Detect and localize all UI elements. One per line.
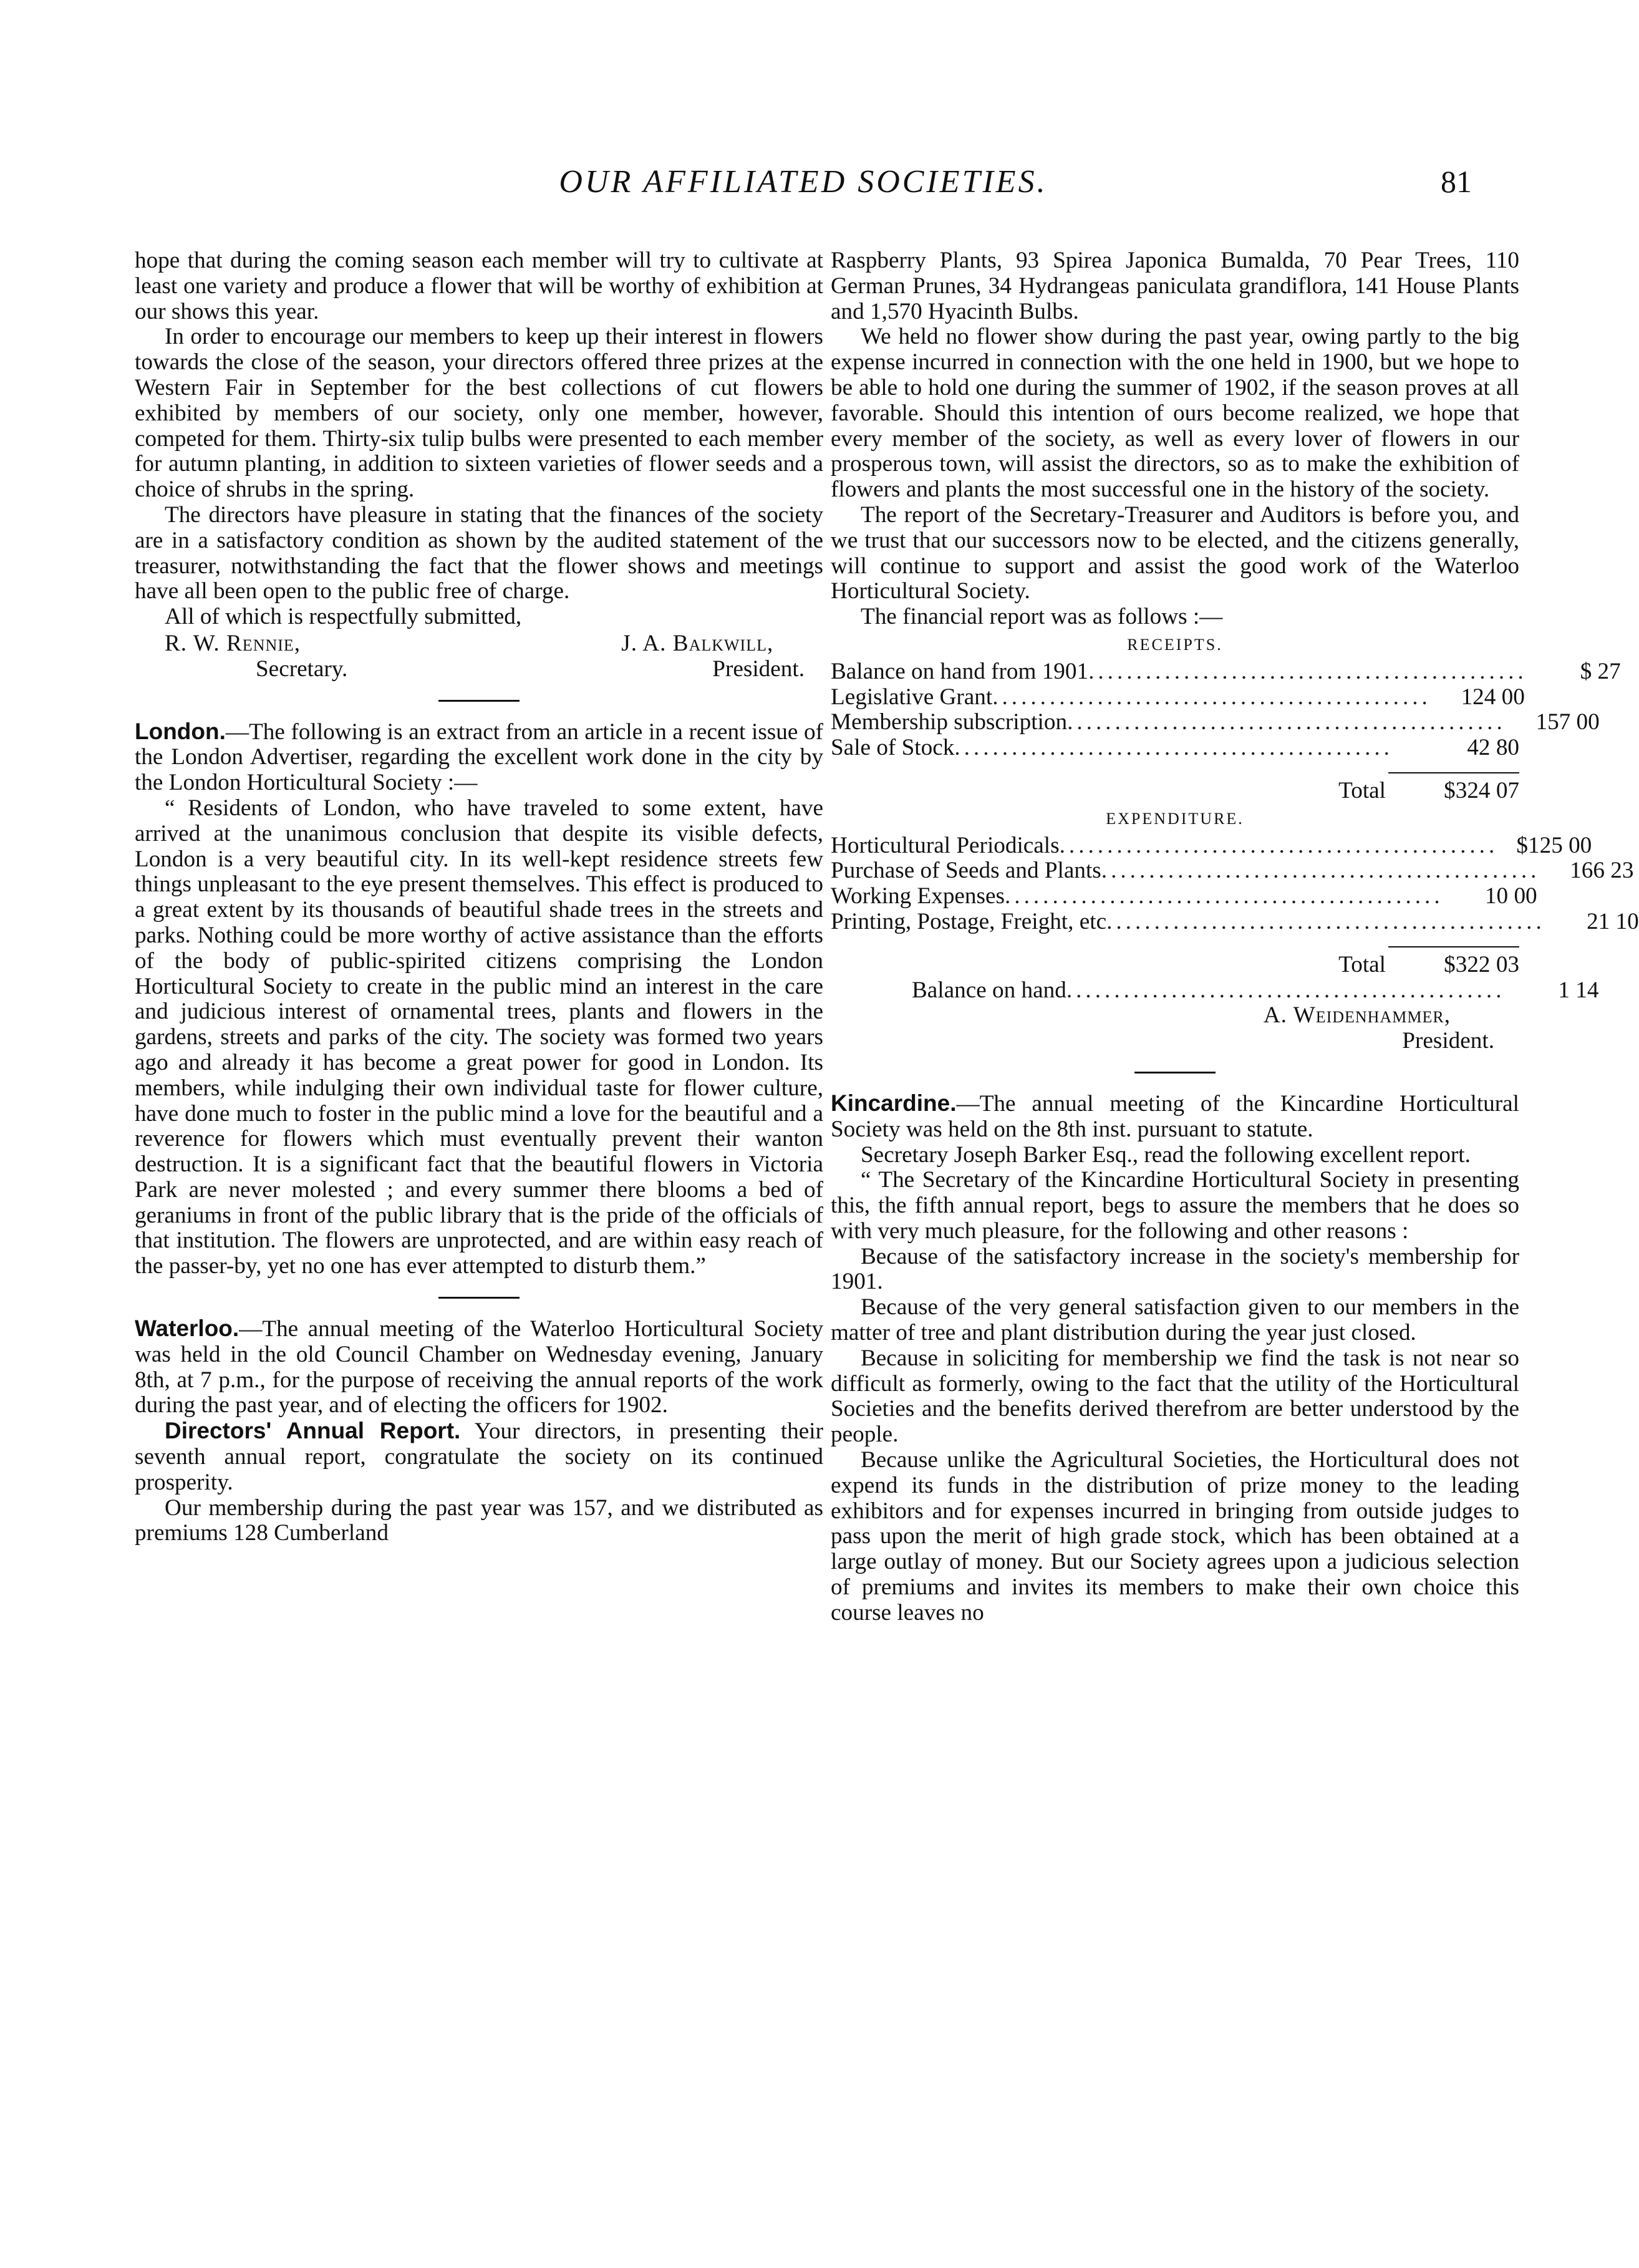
total-amount: $324 07: [1444, 777, 1519, 803]
ledger-row: [831, 832, 1592, 859]
expenditure-heading: EXPENDITURE.: [1106, 809, 1244, 828]
paragraph: We held no flower show during the past year, owing partly to the big expense incurred in connection with the one held in 1900, but we hope to be able to hold one during the summer of 1902, if the season proves at all favorable. Should this intention of ours become realized, we hope that every member of the society, as well as every lover of flowers in our prosperous town, will assist the directors, so as to make the exhibition of flowers and plants the most successful one in the history of the society.: [831, 324, 1519, 503]
receipts-total-row: [831, 778, 1519, 804]
ledger-amount: 42 80: [1467, 735, 1519, 761]
running-head: [0, 163, 1607, 207]
receipts-table: [831, 658, 1621, 804]
leader-dots: ..............................................: [992, 684, 1431, 710]
leader-dots: ..............................................: [1088, 658, 1527, 684]
paragraph: In order to encourage our members to keep up their interest in flowers towards the close of the season, your directors offered three prizes at the Western Fair in September for the best collections of cut flowers exhibited by members of our society, only one member, however, competed for them. Thirty-six tulip bulbs were presented to each member for autumn planting, in addition to sixteen varieties of flower seeds and a choice of shrubs in the spring.: [135, 324, 823, 503]
leader-dots: ..............................................: [1066, 977, 1506, 1003]
kincardine-paragraph: [831, 1091, 1519, 1143]
subheading-directors-report: Directors' Annual Report.: [165, 1418, 461, 1444]
ledger-amount: 124 00: [1461, 684, 1525, 710]
secretary-role: Secretary.: [256, 656, 348, 682]
ledger-label: Sale of Stock: [831, 735, 955, 761]
section-lead-london: London.: [135, 718, 226, 744]
ledger-amount: 1 14: [1558, 977, 1599, 1003]
ledger-label: Printing, Postage, Freight, etc: [831, 908, 1107, 934]
balance-row: [831, 977, 1599, 1004]
receipts-heading: RECEIPTS.: [1127, 635, 1223, 654]
paragraph: The report of the Secretary-Treasurer and Auditors is before you, and we trust that our successors now to be elected, and the citizens generally, will continue to support and assist the good work of the Waterloo Horticultural Society.: [831, 502, 1519, 604]
secretary-signature: [165, 631, 347, 682]
leader-dots: ..............................................: [954, 735, 1393, 761]
total-amount: $322 03: [1444, 951, 1519, 977]
paragraph: Secretary Joseph Barker Esq., read the following excellent report.: [861, 1141, 1471, 1168]
paragraph: The financial report was as follows :—: [861, 604, 1223, 630]
ledger-rule: [1388, 772, 1519, 773]
paragraph: The directors have pleasure in stating that the finances of the society are in a satisfactory condition as shown by the audited statement of the treasurer, notwithstanding the fact that the flower shows and meetings have all been open to the public free of charge.: [135, 502, 823, 604]
total-label: Total: [1338, 777, 1386, 803]
total-label: Total: [1338, 951, 1386, 977]
secretary-name: R. W. Rennie,: [165, 630, 301, 656]
ledger-amount: 166 23: [1570, 858, 1634, 884]
running-title: OUR AFFILIATED SOCIETIES.: [559, 164, 1048, 200]
ledger-label: Membership subscription: [831, 709, 1068, 735]
section-lead-kincardine: Kincardine.: [831, 1090, 957, 1116]
left-column: [135, 248, 823, 1546]
waterloo-text: —The annual meeting of the Waterloo Horticultural Society was held in the old Council Chamber on Wednesday evening, January 8th, at 7 p.m., for the purpose of receiving the annual reports of the work during the past year, and of electing the officers for 1902.: [135, 1316, 823, 1418]
section-divider: [1134, 1072, 1216, 1073]
president-signature: [621, 631, 805, 682]
expenditure-total-row: [831, 952, 1519, 978]
kincardine-text: —The annual meeting of the Kincardine Horticultural Society was held on the 8th inst. pursuant to statute.: [831, 1090, 1519, 1142]
paragraph: Raspberry Plants, 93 Spirea Japonica Bumalda, 70 Pear Trees, 110 German Prunes, 34 Hydrangeas paniculata grandiflora, 141 House Plants and 1,570 Hyacinth Bulbs.: [831, 248, 1519, 324]
ledger-label: Working Expenses: [831, 883, 1005, 909]
ledger-row: [831, 684, 1525, 710]
leader-dots: ..............................................: [1059, 832, 1499, 858]
ledger-rule: [1388, 946, 1519, 947]
ledger-label: Balance on hand: [912, 977, 1066, 1003]
ledger-amount: 10 00: [1484, 883, 1537, 909]
paragraph: Because of the very general satisfaction given to our members in the matter of tree and plant distribution during the year just closed.: [831, 1294, 1519, 1346]
waterloo-signature: [831, 1003, 1494, 1054]
ledger-amount: 157 00: [1535, 709, 1600, 735]
paragraph: “ Residents of London, who have traveled to some extent, have arrived at the unanimous conclusion that despite its visible defects, London is a very beautiful city. In its well-kept residence streets few things unpleasant to the eye present themselves. This effect is produced to a great extent by its thousands of beautiful shade trees in the streets and parks. Nothing could be more worthy of active assistance than the efforts of the body of public-spirited citizens comprising the London Horticultural Society to create in the public mind an interest in the care and judicious interest of ornamental trees, plants and flowers in the gardens, streets and parks of the city. The society was formed two years ago and already it has become a great power for good in London. Its members, while indulging their own individual taste for flower culture, have done much to foster in the public mind a love for the beautiful and a reverence for flowers which must eventually prevent their wanton destruction. It is a significant fact that the beautiful flowers in Victoria Park are never molested ; and every summer there blooms a bed of geraniums in front of the public library that is the pride of the officials of that institution. The flowers are unprotected, and are within easy reach of the passer-by, yet no one has ever attempted to disturb them.”: [135, 795, 823, 1279]
london-text: —The following is an extract from an article in a recent issue of the London Advertiser, regarding the excellent work done in the city by the London Horticultural Society :—: [135, 719, 823, 796]
ledger-amount: $ 27: [1580, 658, 1621, 684]
paragraph: “ The Secretary of the Kincardine Horticultural Society in presenting this, the fifth annual report, begs to assure the members that he does so with very much pleasure, for the following and other reasons :: [831, 1167, 1519, 1244]
section-divider: [438, 1297, 520, 1299]
ledger-amount: 21 10: [1587, 908, 1639, 934]
paragraph: Because in soliciting for membership we find the task is not near so difficult as formerly, owing to the fact that the utility of the Horticultural Societies and the benefits derived therefrom are better understood by the people.: [831, 1345, 1519, 1448]
leader-dots: ..............................................: [1101, 858, 1540, 884]
ledger-amount: $125 00: [1516, 832, 1592, 858]
ledger-label: Purchase of Seeds and Plants: [831, 858, 1101, 884]
ledger-row: [831, 908, 1639, 935]
leader-dots: ..............................................: [1004, 883, 1444, 909]
ledger-label: Legislative Grant: [831, 684, 993, 710]
paragraph: Because unlike the Agricultural Societies, the Horticultural does not expend its funds in the distribution of prize money to the leading exhibitors and for expenses incurred in bringing from outside judges to pass upon the merit of high grade stock, which has been obtained at a large outlay of money. But our Society agrees upon a judicious selection of premiums and invites its members to make their own choice this course leaves no: [831, 1447, 1519, 1626]
ledger-row: [831, 735, 1519, 761]
ledger-row: [831, 858, 1634, 884]
signatures: [135, 631, 823, 682]
signatory-name: A. Weidenhammer,: [1263, 1002, 1451, 1029]
ledger-label: Balance on hand from 1901: [831, 658, 1089, 684]
paragraph: hope that during the coming season each member will try to cultivate at least one variety and produce a flower that will be worthy of exhibition at our shows this year.: [135, 248, 823, 324]
section-divider: [438, 700, 520, 702]
page-number: 81: [1441, 164, 1472, 199]
leader-dots: ..............................................: [1067, 709, 1506, 735]
right-column: [831, 248, 1639, 1626]
paragraph: Because of the satisfactory increase in the society's membership for 1901.: [831, 1243, 1519, 1295]
ledger-row: [831, 709, 1600, 735]
directors-text: Your directors, in presenting their seventh annual report, congratulate the society on its continued prosperity.: [135, 1418, 823, 1495]
president-name: J. A. Balkwill,: [621, 630, 774, 656]
paragraph: All of which is respectfully submitted,: [165, 604, 522, 630]
waterloo-paragraph: [135, 1316, 823, 1418]
directors-paragraph: [135, 1418, 823, 1495]
ledger-label: Horticultural Periodicals: [831, 832, 1060, 858]
section-lead-waterloo: Waterloo.: [135, 1316, 239, 1342]
signatory-role: President.: [1402, 1028, 1494, 1054]
london-paragraph: [135, 719, 823, 796]
paragraph: Our membership during the past year was 157, and we distributed as premiums 128 Cumberland: [135, 1495, 823, 1546]
ledger-row: [831, 883, 1537, 909]
ledger-row: [831, 658, 1621, 685]
leader-dots: ..............................................: [1106, 908, 1545, 934]
president-role: President.: [712, 656, 805, 682]
expenditure-table: [831, 832, 1639, 1004]
